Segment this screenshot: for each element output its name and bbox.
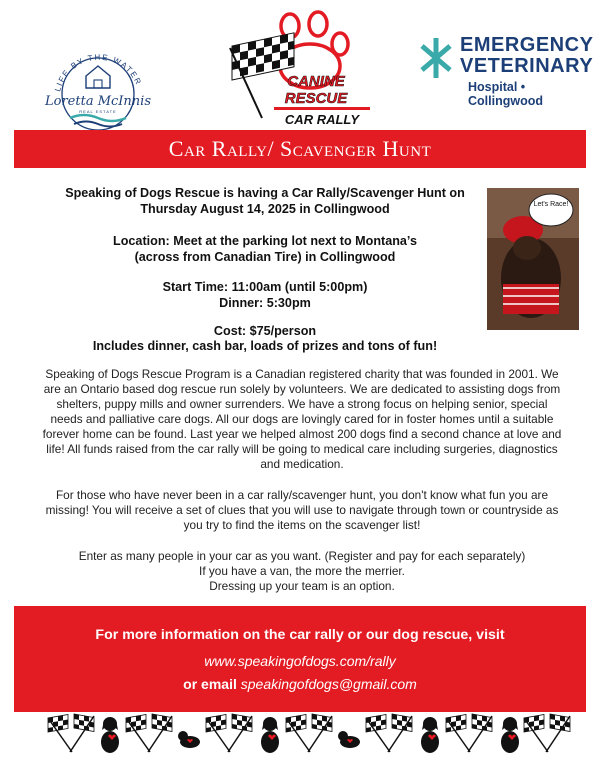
flag-icon <box>524 714 570 752</box>
rally-line-2: missing! You will receive a set of clues that you will use to navigate through town or countryside as <box>45 503 559 517</box>
about-line-3: shelters, puppy mills and owner surrenders. We have a strong focus on helping senior, special <box>56 397 548 411</box>
about-line-7: and medication. <box>260 457 344 471</box>
evh-icon <box>418 36 454 80</box>
dog-silhouette-icon <box>501 717 519 753</box>
team-line-3: Dressing up your team is an option. <box>209 579 395 593</box>
emergency-veterinary-logo <box>418 30 593 110</box>
flag-icon <box>286 714 332 752</box>
dog-silhouette-icon <box>261 717 279 753</box>
event-intro-2: Thursday August 14, 2025 in Collingwood <box>140 202 390 216</box>
event-location-1: Location: Meet at the parking lot next to Montana’s <box>113 234 417 248</box>
about-line-1: Speaking of Dogs Rescue Program is a Canadian registered charity that was founded in 2001. We <box>45 367 559 381</box>
realtor-logo <box>28 26 168 136</box>
event-cost: Cost: $75/person <box>213 324 317 338</box>
about-line-5: forever home can be found. Last year we helped almost 200 dogs find a second chance at love and <box>42 427 562 441</box>
contact-email-link[interactable]: speakingofdogs@gmail.com <box>240 676 417 692</box>
about-line-4: needs and palliative care dogs. All our dogs are lovingly cared for in foster homes until a suitable <box>50 412 554 426</box>
evh-line-2: VETERINARY <box>460 55 594 77</box>
logo-rescue-text: RESCUE <box>284 90 348 107</box>
dog-silhouette-icon <box>338 731 360 748</box>
flag-icon <box>446 714 492 752</box>
team-line-1: Enter as many people in your car as you want. (Register and pay for each separately) <box>78 549 526 563</box>
dog-photo <box>487 188 579 330</box>
title-banner <box>14 130 586 168</box>
dog-silhouette-icon <box>101 717 119 753</box>
evh-line-3: Hospital • Collingwood <box>468 80 543 108</box>
team-line-2: If you have a van, the more the merrier. <box>199 564 405 578</box>
contact-heading: For more information on the car rally or our dog rescue, visit <box>95 627 505 643</box>
event-intro-1: Speaking of Dogs Rescue is having a Car Rally/Scavenger Hunt on <box>65 186 465 200</box>
event-dinner-time: Dinner: 5:30pm <box>219 296 311 310</box>
flag-icon <box>366 714 412 752</box>
rally-line-3: you try to find the items on the scavenger list! <box>183 518 421 532</box>
photo-speech-bubble: Let's Race! <box>533 201 569 208</box>
evh-line-1: EMERGENCY <box>460 34 594 56</box>
contact-url-link[interactable]: www.speakingofdogs.com/rally <box>204 653 396 669</box>
rally-line-1: For those who have never been in a car rally/scavenger hunt, you don't know what fun you are <box>55 488 549 502</box>
flag-icon <box>206 714 252 752</box>
flag-icon <box>126 714 172 752</box>
about-line-2: are an Ontario based dog rescue run solely by volunteers. We are dedicated to assisting dogs from <box>43 382 561 396</box>
canine-rescue-car-rally-logo <box>222 8 382 130</box>
event-location-2: (across from Canadian Tire) in Collingwood <box>134 250 396 264</box>
logo-arc-text: LIFE BY THE WATER <box>53 52 144 93</box>
page-title: Car Rally/ Scavenger Hunt <box>168 136 432 161</box>
contact-email-line <box>14 676 586 692</box>
flag-icon <box>48 714 94 752</box>
event-start-time: Start Time: 11:00am (until 5:00pm) <box>162 280 368 294</box>
decorative-flag-dog-strip <box>40 712 580 756</box>
about-line-6: life! All funds raised from the car rally will be going to medical care including surgeries, diagnostics <box>46 442 558 456</box>
logo-sub-text: REAL ESTATE <box>79 109 117 114</box>
event-includes: Includes dinner, cash bar, loads of prizes and tons of fun! <box>92 339 438 353</box>
logo-canine-text: CANINE <box>287 73 345 90</box>
dog-silhouette-icon <box>178 731 200 748</box>
contact-email-label: or email <box>183 676 237 692</box>
logo-car-rally-text: CAR RALLY <box>284 112 360 127</box>
dog-silhouette-icon <box>421 717 439 753</box>
contact-banner <box>14 606 586 712</box>
logo-script-name: Loretta McInnis <box>45 94 151 109</box>
